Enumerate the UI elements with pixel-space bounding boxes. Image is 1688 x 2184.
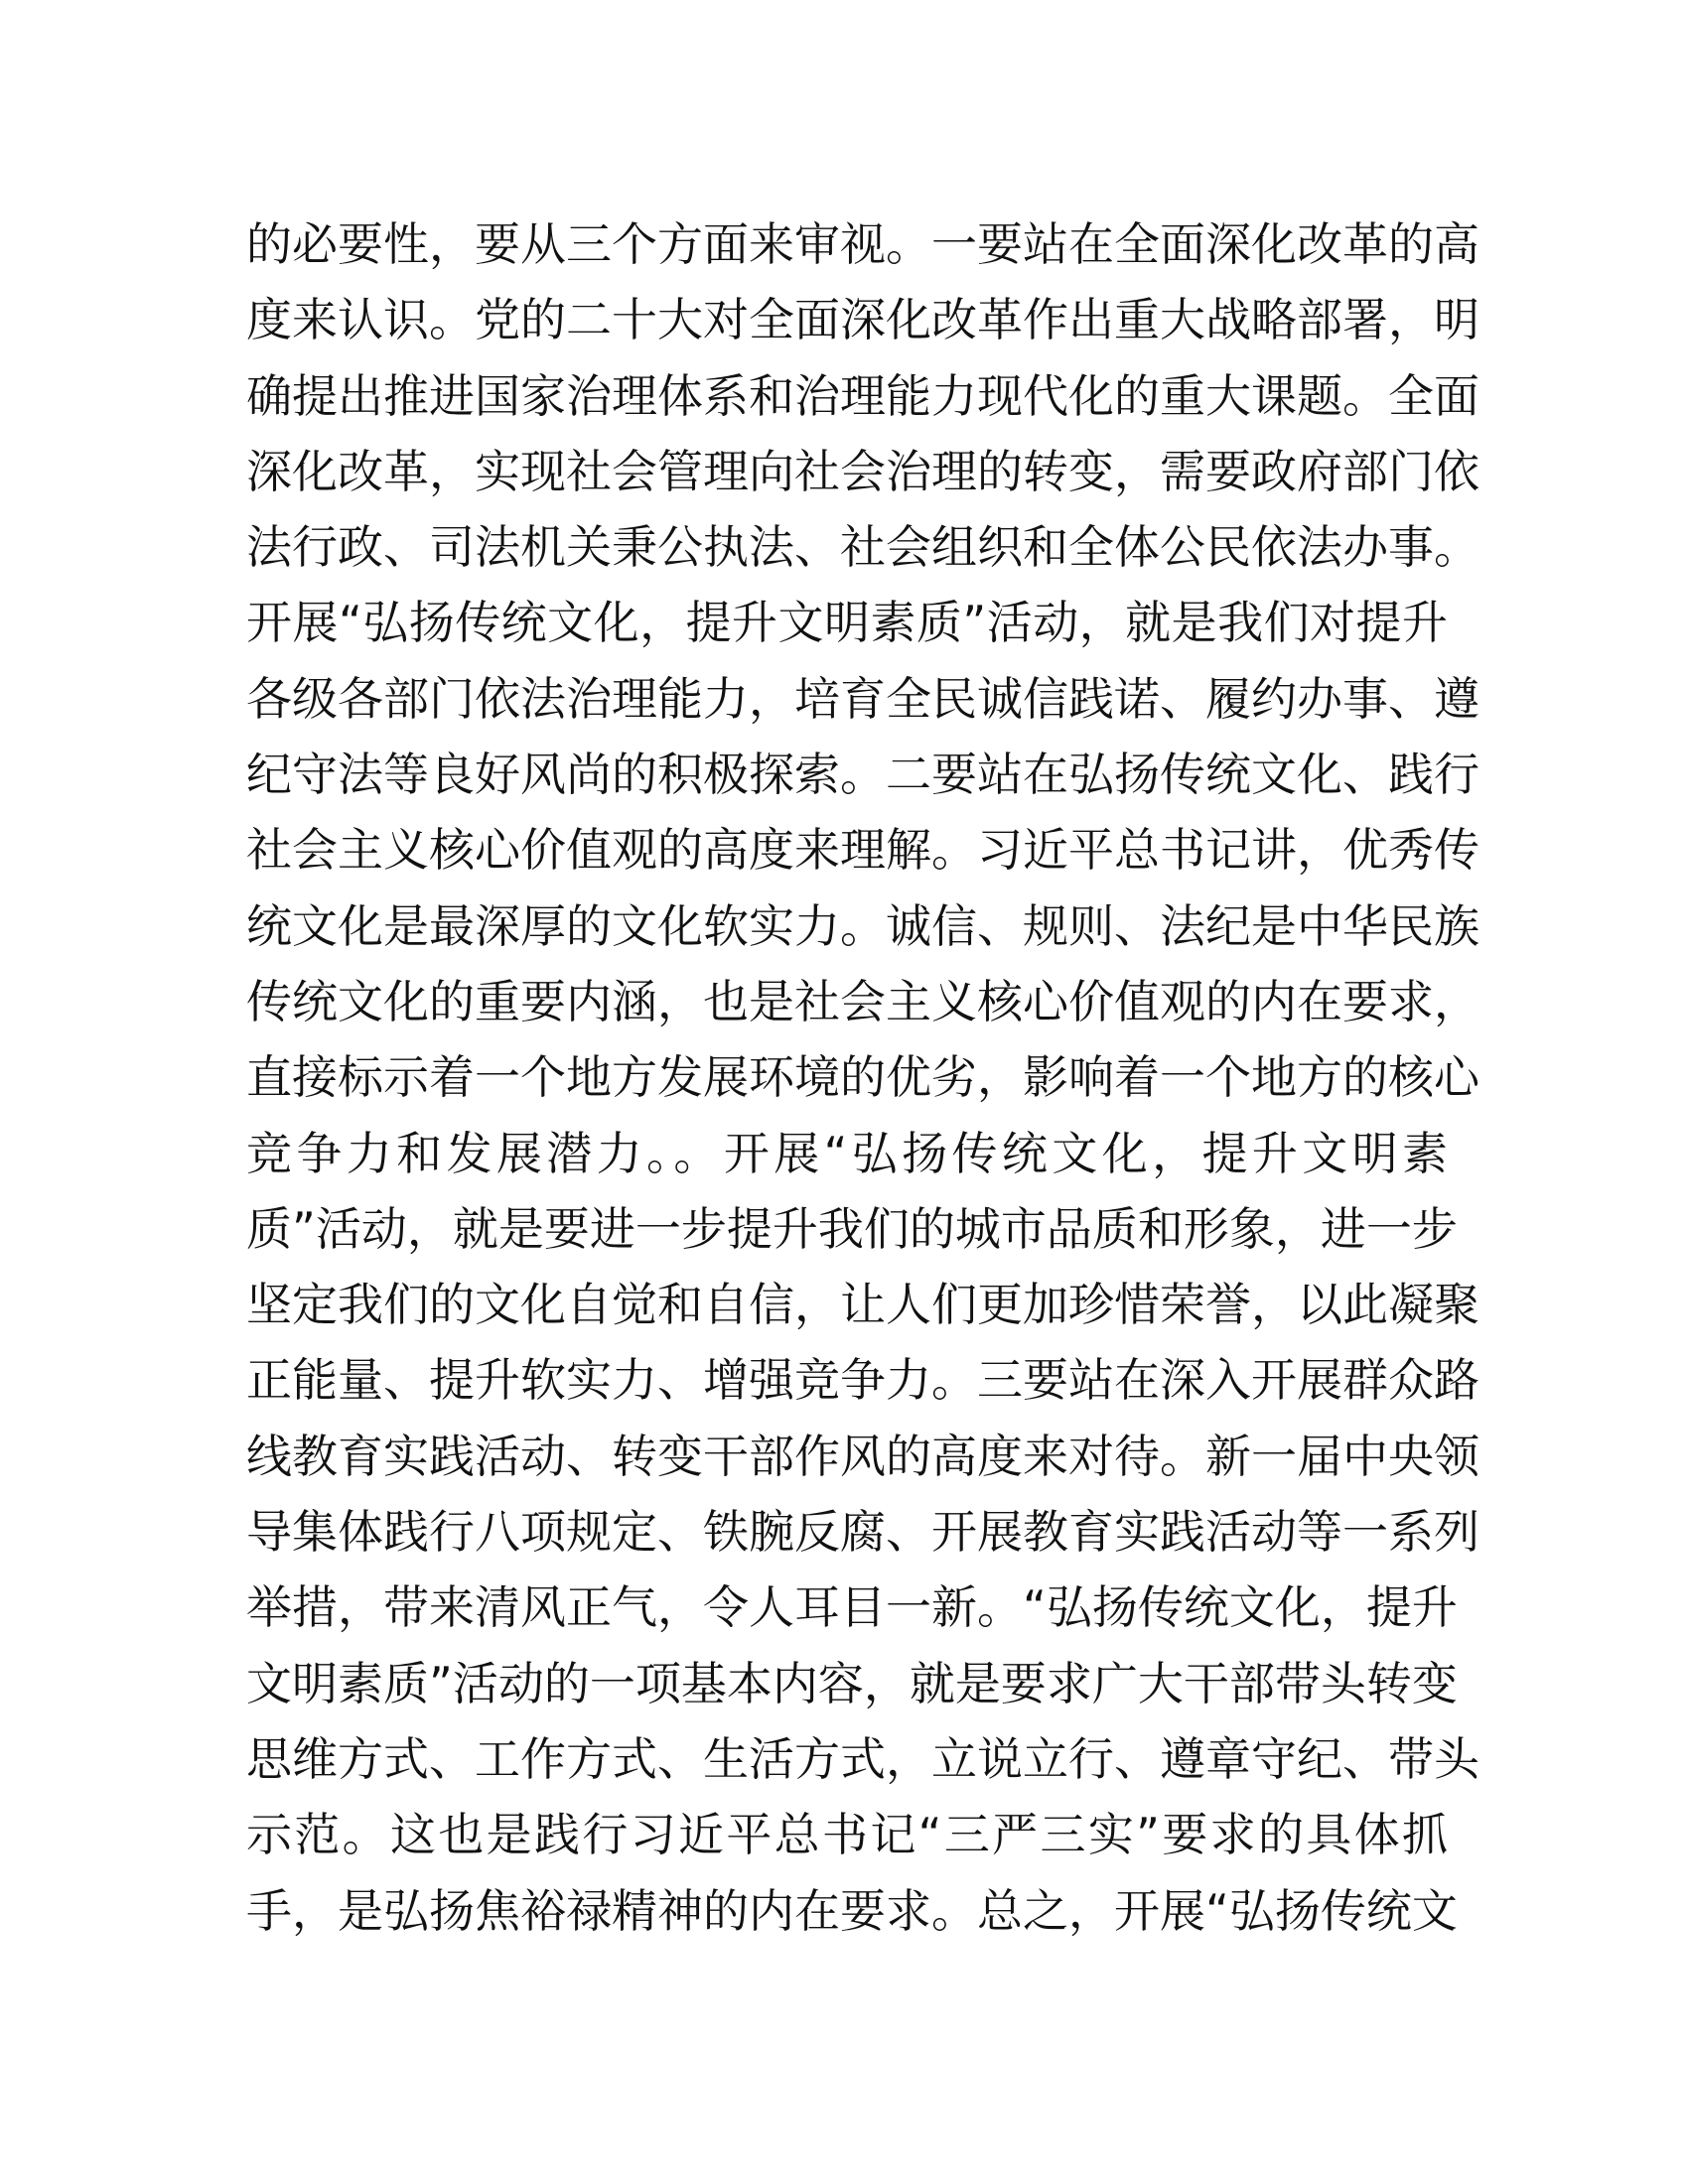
text-line: 正能量、提升软实力、增强竞争力。三要站在深入开展群众路 — [246, 1353, 1479, 1408]
text-line: 纪守法等良好风尚的积极探索。二要站在弘扬传统文化、践行 — [246, 748, 1479, 802]
text-line: 社会主义核心价值观的高度来理解。习近平总书记讲，优秀传 — [246, 823, 1479, 878]
text-line: 深化改革，实现社会管理向社会治理的转变，需要政府部门依 — [246, 444, 1479, 498]
text-line: 统文化是最深厚的文化软实力。诚信、规则、法纪是中华民族 — [246, 898, 1479, 953]
text-line: 导集体践行八项规定、铁腕反腐、开展教育实践活动等一系列 — [246, 1505, 1479, 1560]
text-line: 竞争力和发展潜力。。开展“弘扬传统文化，提升文明素 — [246, 1126, 1448, 1180]
text-line: 确提出推进国家治理体系和治理能力现代化的重大课题。全面 — [246, 368, 1479, 423]
text-line: 传统文化的重要内涵，也是社会主义核心价值观的内在要求， — [246, 974, 1479, 1028]
text-line: 法行政、司法机关秉公执法、社会组织和全体公民依法办事。 — [246, 520, 1479, 575]
text-line: 质”活动，就是要进一步提升我们的城市品质和形象，进一步 — [246, 1201, 1458, 1256]
text-line: 坚定我们的文化自觉和自信，让人们更加珍惜荣誉，以此凝聚 — [246, 1278, 1479, 1332]
text-line: 各级各部门依法治理能力，培育全民诚信践诺、履约办事、遵 — [246, 671, 1479, 726]
text-line: 举措，带来清风正气，令人耳目一新。“弘扬传统文化，提升 — [246, 1580, 1458, 1635]
text-line: 直接标示着一个地方发展环境的优劣，影响着一个地方的核心 — [246, 1050, 1479, 1105]
text-line: 的必要性，要从三个方面来审视。一要站在全面深化改革的高 — [246, 217, 1479, 271]
text-line: 文明素质”活动的一项基本内容，就是要求广大干部带头转变 — [246, 1656, 1458, 1710]
text-line: 示范。这也是践行习近平总书记“三严三实”要求的具体抓 — [246, 1808, 1448, 1862]
body-paragraph — [246, 206, 1479, 1949]
text-line: 手，是弘扬焦裕禄精神的内在要求。总之，开展“弘扬传统文 — [246, 1883, 1458, 1938]
text-line: 度来认识。党的二十大对全面深化改革作出重大战略部署，明 — [246, 293, 1479, 347]
text-line: 线教育实践活动、转变干部作风的高度来对待。新一届中央领 — [246, 1429, 1479, 1483]
text-line: 开展“弘扬传统文化，提升文明素质”活动，就是我们对提升 — [246, 596, 1448, 650]
text-line: 思维方式、工作方式、生活方式，立说立行、遵章守纪、带头 — [246, 1731, 1479, 1786]
